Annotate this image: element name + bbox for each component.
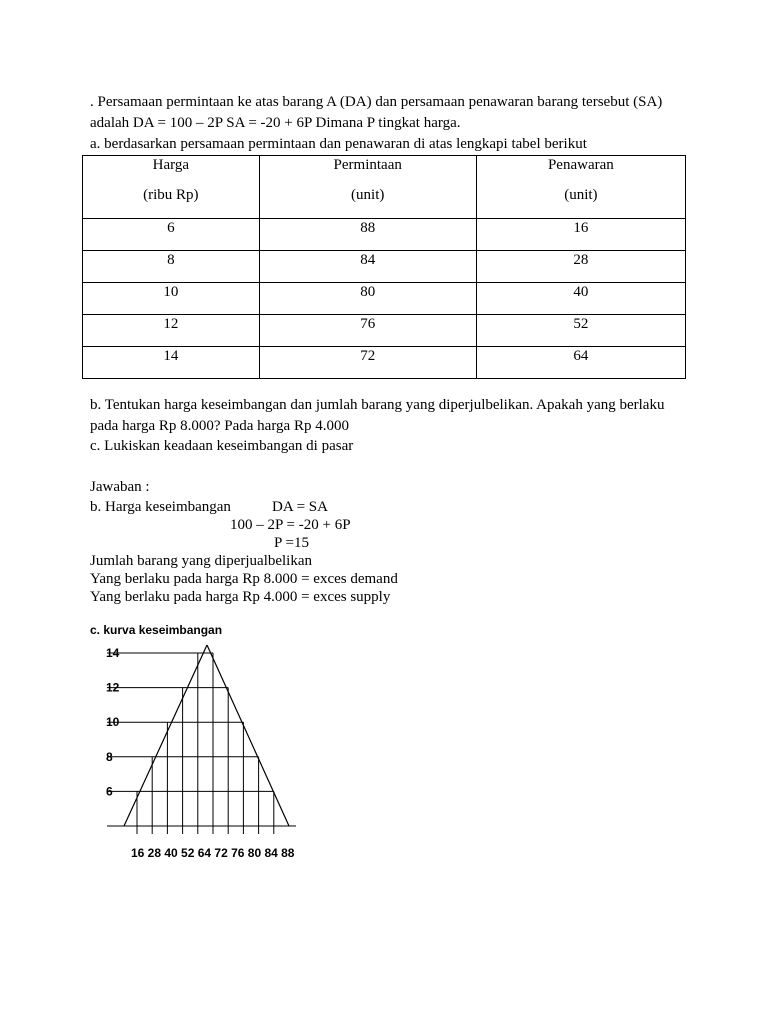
x-tick-labels: 16 28 40 52 64 72 76 80 84 88: [131, 846, 295, 860]
table-cell: 88: [259, 219, 476, 251]
question-b-line-2: pada harga Rp 8.000? Pada harga Rp 4.000: [90, 418, 349, 434]
header-title: Harga: [152, 157, 190, 173]
intro-line-2: adalah DA = 100 – 2P SA = -20 + 6P Dimana P tingkat harga.: [90, 115, 461, 131]
table-cell: 72: [259, 347, 476, 379]
chart-title: c. kurva keseimbangan: [90, 623, 223, 637]
answer-b-label: b. Harga keseimbangan: [90, 499, 231, 515]
table-cell: 64: [476, 347, 685, 379]
header-title: Penawaran: [547, 157, 614, 173]
table-cell: 84: [259, 251, 476, 283]
y-tick-label: 12: [106, 680, 120, 695]
table-cell: 8: [83, 251, 260, 283]
excess-supply-line: Yang berlaku pada harga Rp 4.000 = exces supply: [90, 589, 391, 605]
equation-1: DA = SA: [272, 499, 328, 515]
intro-line-3: a. berdasarkan persamaan permintaan dan penawaran di atas lengkapi tabel berikut: [90, 136, 587, 152]
quantity-line: Jumlah barang yang diperjualbelikan: [90, 553, 313, 569]
question-b-line-1: b. Tentukan harga keseimbangan dan jumlah barang yang diperjulbelikan. Apakah yang berlaku: [90, 397, 665, 413]
table-cell: 40: [476, 283, 685, 315]
table-cell: 10: [83, 283, 260, 315]
table-cell: 6: [83, 219, 260, 251]
intro-line-1: . Persamaan permintaan ke atas barang A (DA) dan persamaan penawaran barang tersebut (SA): [90, 94, 663, 110]
header-title: Permintaan: [333, 157, 402, 173]
y-tick-label: 6: [106, 784, 113, 799]
equation-3: P =15: [274, 535, 309, 551]
y-tick-label: 8: [106, 749, 113, 764]
table-cell: 52: [476, 315, 685, 347]
header-unit: (ribu Rp): [143, 187, 199, 203]
table-cell: 28: [476, 251, 685, 283]
y-tick-label: 14: [106, 646, 120, 660]
table-cell: 16: [476, 219, 685, 251]
header-unit: (unit): [351, 187, 385, 203]
header-unit: (unit): [564, 187, 598, 203]
table-cell: 80: [259, 283, 476, 315]
table-cell: 14: [83, 347, 260, 379]
table-cell: 12: [83, 315, 260, 347]
supply-curve: [124, 645, 207, 826]
y-tick-label: 10: [106, 715, 120, 730]
table-cell: 76: [259, 315, 476, 347]
answer-heading: Jawaban :: [90, 479, 150, 495]
equation-2: 100 – 2P = -20 + 6P: [230, 517, 351, 533]
question-c: c. Lukiskan keadaan keseimbangan di pasar: [90, 438, 354, 454]
demand-curve: [207, 645, 289, 826]
chart-curves: [124, 645, 289, 826]
excess-demand-line: Yang berlaku pada harga Rp 8.000 = exces demand: [90, 571, 398, 587]
